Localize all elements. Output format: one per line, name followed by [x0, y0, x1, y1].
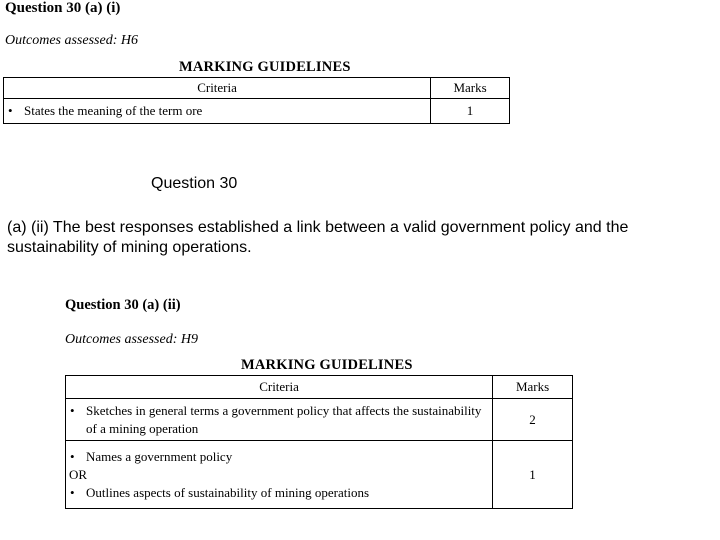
- criteria-text: States the meaning of the term ore: [24, 103, 203, 118]
- marks-cell: 1: [431, 99, 510, 124]
- table-row: [4, 99, 510, 124]
- marking-guidelines-title: MARKING GUIDELINES: [241, 357, 413, 373]
- question-heading: Question 30 (a) (ii): [65, 297, 181, 313]
- table-row: [66, 399, 573, 441]
- table-header-row: [66, 376, 573, 399]
- criteria-text: of a mining operation: [86, 420, 199, 436]
- table-row: [66, 441, 573, 509]
- bullet: •: [8, 103, 13, 118]
- marks-cell: 2: [493, 399, 573, 441]
- marking-guidelines-title: MARKING GUIDELINES: [179, 59, 351, 75]
- commentary-paragraph: (a) (ii) The best responses established a link between a valid government policy and the sustainability of mining operations.: [7, 219, 629, 256]
- marks-header: Marks: [493, 376, 573, 399]
- bullet: •: [70, 484, 75, 500]
- bullet: •: [70, 402, 75, 418]
- marks-header: Marks: [431, 78, 510, 99]
- or-text: OR: [69, 466, 88, 482]
- criteria-text: Names a government policy: [86, 448, 233, 464]
- criteria-header: Criteria: [4, 78, 431, 99]
- criteria-text: Outlines aspects of sustainability of mining operations: [86, 484, 370, 500]
- marking-guidelines-table: [3, 77, 510, 124]
- bullet: •: [70, 448, 75, 464]
- criteria-cell: [66, 399, 493, 441]
- outcomes-assessed: Outcomes assessed: H6: [5, 33, 138, 48]
- criteria-text: Sketches in general terms a government policy that affects the sustainability: [86, 402, 482, 418]
- criteria-cell: [66, 441, 493, 509]
- question-heading: Question 30 (a) (i): [5, 0, 121, 16]
- criteria-header: Criteria: [66, 376, 493, 399]
- section-title: Question 30: [151, 175, 238, 192]
- marking-guidelines-table: [65, 375, 573, 509]
- outcomes-assessed: Outcomes assessed: H9: [65, 332, 198, 347]
- criteria-cell: [4, 99, 431, 124]
- table-header-row: [4, 78, 510, 99]
- marks-cell: 1: [493, 441, 573, 509]
